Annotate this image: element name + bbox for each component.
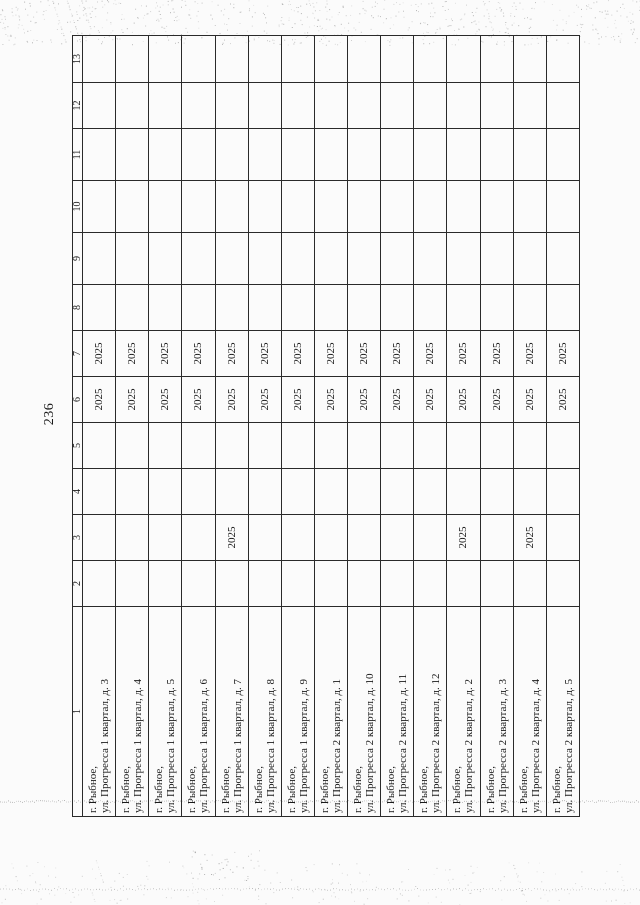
year-cell-col-11 — [149, 129, 182, 181]
year-cell-col-5 — [116, 423, 149, 469]
year-cell-col-11 — [513, 129, 546, 181]
year-cell-col-5 — [480, 423, 513, 469]
year-cell-col-4 — [116, 469, 149, 515]
year-cell-col-2 — [149, 561, 182, 607]
year-cell-col-12 — [546, 83, 579, 129]
year-cell-col-2 — [513, 561, 546, 607]
year-cell-col-13 — [83, 36, 116, 83]
year-cell-col-13 — [248, 36, 281, 83]
table-row — [116, 36, 149, 817]
year-cell-col-11 — [116, 129, 149, 181]
year-cell-col-5 — [314, 423, 347, 469]
year-cell-col-12 — [447, 83, 480, 129]
year-cell-col-9 — [149, 233, 182, 285]
street-text: ул. Прогресса 1 квартал, д. 7 — [231, 678, 244, 813]
year-cell-col-13 — [414, 36, 447, 83]
year-cell-col-13 — [546, 36, 579, 83]
year-cell-col-4 — [348, 469, 381, 515]
year-cell-col-2 — [447, 561, 480, 607]
table-row — [281, 36, 314, 817]
year-cell-col-7: 2025 — [480, 331, 513, 377]
column-number-3: 3 — [73, 515, 83, 561]
year-cell-col-3 — [348, 515, 381, 561]
year-cell-col-2 — [83, 561, 116, 607]
year-cell-col-9 — [414, 233, 447, 285]
city-text: г. Рыбное, — [285, 765, 298, 813]
year-cell-col-13 — [513, 36, 546, 83]
table-header — [73, 36, 83, 817]
year-cell-col-3 — [116, 515, 149, 561]
year-cell-col-6: 2025 — [149, 377, 182, 423]
street-text: ул. Прогресса 2 квартал, д. 2 — [463, 678, 476, 813]
year-cell-col-2 — [546, 561, 579, 607]
year-cell-col-8 — [182, 285, 215, 331]
year-cell-col-2 — [215, 561, 248, 607]
year-cell-col-10 — [215, 181, 248, 233]
year-cell-col-6: 2025 — [348, 377, 381, 423]
year-cell-col-5 — [348, 423, 381, 469]
year-cell-col-13 — [348, 36, 381, 83]
year-cell-col-10 — [281, 181, 314, 233]
street-text: ул. Прогресса 1 квартал, д. 8 — [264, 678, 277, 813]
year-cell-col-4 — [447, 469, 480, 515]
year-cell-col-10 — [381, 181, 414, 233]
address-cell — [480, 607, 513, 817]
address-cell — [314, 607, 347, 817]
year-cell-col-9 — [480, 233, 513, 285]
table-row — [83, 36, 116, 817]
year-cell-col-8 — [215, 285, 248, 331]
year-cell-col-11 — [314, 129, 347, 181]
year-cell-col-7: 2025 — [215, 331, 248, 377]
year-cell-col-9 — [83, 233, 116, 285]
city-text: г. Рыбное, — [219, 765, 232, 813]
year-cell-col-10 — [83, 181, 116, 233]
year-cell-col-7: 2025 — [381, 331, 414, 377]
address-cell — [348, 607, 381, 817]
year-cell-col-6: 2025 — [248, 377, 281, 423]
year-cell-col-5 — [447, 423, 480, 469]
year-cell-col-9 — [314, 233, 347, 285]
table-row — [381, 36, 414, 817]
year-cell-col-2 — [116, 561, 149, 607]
year-cell-col-10 — [513, 181, 546, 233]
city-text: г. Рыбное, — [550, 765, 563, 813]
year-cell-col-2 — [182, 561, 215, 607]
year-cell-col-13 — [182, 36, 215, 83]
year-cell-col-13 — [314, 36, 347, 83]
year-cell-col-11 — [83, 129, 116, 181]
column-number-9: 9 — [73, 233, 83, 285]
year-cell-col-3 — [248, 515, 281, 561]
year-cell-col-11 — [414, 129, 447, 181]
year-cell-col-11 — [215, 129, 248, 181]
year-cell-col-9 — [215, 233, 248, 285]
year-cell-col-6: 2025 — [513, 377, 546, 423]
year-cell-col-8 — [447, 285, 480, 331]
year-cell-col-8 — [149, 285, 182, 331]
year-cell-col-9 — [116, 233, 149, 285]
address-cell — [182, 607, 215, 817]
year-cell-col-12 — [414, 83, 447, 129]
address-cell — [447, 607, 480, 817]
year-cell-col-12 — [513, 83, 546, 129]
address-cell — [513, 607, 546, 817]
year-cell-col-8 — [83, 285, 116, 331]
year-cell-col-6: 2025 — [314, 377, 347, 423]
city-text: г. Рыбное, — [252, 765, 265, 813]
year-cell-col-4 — [480, 469, 513, 515]
year-cell-col-7: 2025 — [281, 331, 314, 377]
year-cell-col-3 — [182, 515, 215, 561]
year-cell-col-2 — [281, 561, 314, 607]
table-row — [248, 36, 281, 817]
year-cell-col-5 — [83, 423, 116, 469]
city-text: г. Рыбное, — [318, 765, 331, 813]
year-cell-col-7: 2025 — [414, 331, 447, 377]
year-cell-col-12 — [215, 83, 248, 129]
city-text: г. Рыбное, — [87, 765, 100, 813]
year-cell-col-11 — [248, 129, 281, 181]
table-row — [182, 36, 215, 817]
year-cell-col-8 — [546, 285, 579, 331]
column-number-row — [73, 36, 83, 817]
year-cell-col-8 — [414, 285, 447, 331]
street-text: ул. Прогресса 2 квартал, д. 3 — [496, 678, 509, 813]
year-cell-col-12 — [248, 83, 281, 129]
year-cell-col-10 — [348, 181, 381, 233]
year-cell-col-3: 2025 — [513, 515, 546, 561]
year-cell-col-13 — [215, 36, 248, 83]
table-row — [215, 36, 248, 817]
street-text: ул. Прогресса 2 квартал, д. 12 — [430, 673, 443, 813]
column-number-6: 6 — [73, 377, 83, 423]
year-cell-col-4 — [314, 469, 347, 515]
year-cell-col-10 — [116, 181, 149, 233]
address-cell — [281, 607, 314, 817]
year-cell-col-4 — [281, 469, 314, 515]
year-cell-col-3 — [546, 515, 579, 561]
address-cell — [83, 607, 116, 817]
year-cell-col-6: 2025 — [182, 377, 215, 423]
year-cell-col-8 — [381, 285, 414, 331]
street-text: ул. Прогресса 2 квартал, д. 10 — [364, 673, 377, 813]
year-cell-col-4 — [414, 469, 447, 515]
table-row — [414, 36, 447, 817]
year-cell-col-12 — [281, 83, 314, 129]
year-cell-col-7: 2025 — [546, 331, 579, 377]
year-cell-col-9 — [348, 233, 381, 285]
table-row — [314, 36, 347, 817]
year-cell-col-4 — [248, 469, 281, 515]
year-cell-col-5 — [281, 423, 314, 469]
year-cell-col-3 — [414, 515, 447, 561]
year-cell-col-5 — [414, 423, 447, 469]
year-cell-col-2 — [381, 561, 414, 607]
year-cell-col-4 — [546, 469, 579, 515]
year-cell-col-10 — [546, 181, 579, 233]
year-cell-col-12 — [116, 83, 149, 129]
address-cell — [414, 607, 447, 817]
year-cell-col-7: 2025 — [447, 331, 480, 377]
column-number-2: 2 — [73, 561, 83, 607]
year-cell-col-7: 2025 — [83, 331, 116, 377]
year-cell-col-12 — [83, 83, 116, 129]
year-cell-col-7: 2025 — [248, 331, 281, 377]
year-cell-col-6: 2025 — [215, 377, 248, 423]
year-cell-col-11 — [348, 129, 381, 181]
address-cell — [149, 607, 182, 817]
address-cell — [248, 607, 281, 817]
year-cell-col-12 — [381, 83, 414, 129]
column-number-12: 12 — [73, 83, 83, 129]
street-text: ул. Прогресса 1 квартал, д. 9 — [297, 678, 310, 813]
year-cell-col-4 — [381, 469, 414, 515]
column-number-11: 11 — [73, 129, 83, 181]
year-cell-col-3 — [281, 515, 314, 561]
street-text: ул. Прогресса 2 квартал, д. 1 — [330, 678, 343, 813]
year-cell-col-12 — [149, 83, 182, 129]
year-cell-col-4 — [83, 469, 116, 515]
year-cell-col-2 — [348, 561, 381, 607]
year-cell-col-9 — [281, 233, 314, 285]
year-cell-col-6: 2025 — [546, 377, 579, 423]
address-cell — [215, 607, 248, 817]
schedule-table — [72, 35, 580, 817]
year-cell-col-2 — [414, 561, 447, 607]
year-cell-col-3 — [149, 515, 182, 561]
city-text: г. Рыбное, — [418, 765, 431, 813]
table-row — [149, 36, 182, 817]
year-cell-col-4 — [215, 469, 248, 515]
year-cell-col-6: 2025 — [381, 377, 414, 423]
year-cell-col-6: 2025 — [414, 377, 447, 423]
year-cell-col-6: 2025 — [116, 377, 149, 423]
table-row — [348, 36, 381, 817]
year-cell-col-9 — [182, 233, 215, 285]
street-text: ул. Прогресса 2 квартал, д. 11 — [397, 673, 410, 813]
address-cell — [546, 607, 579, 817]
year-cell-col-6: 2025 — [480, 377, 513, 423]
year-cell-col-3: 2025 — [215, 515, 248, 561]
year-cell-col-3 — [314, 515, 347, 561]
year-cell-col-10 — [149, 181, 182, 233]
year-cell-col-5 — [215, 423, 248, 469]
year-cell-col-5 — [513, 423, 546, 469]
year-cell-col-8 — [116, 285, 149, 331]
year-cell-col-6: 2025 — [281, 377, 314, 423]
year-cell-col-4 — [182, 469, 215, 515]
year-cell-col-5 — [182, 423, 215, 469]
year-cell-col-9 — [381, 233, 414, 285]
year-cell-col-10 — [447, 181, 480, 233]
year-cell-col-11 — [546, 129, 579, 181]
column-number-4: 4 — [73, 469, 83, 515]
column-number-8: 8 — [73, 285, 83, 331]
year-cell-col-7: 2025 — [116, 331, 149, 377]
street-text: ул. Прогресса 2 квартал, д. 5 — [562, 678, 575, 813]
year-cell-col-12 — [314, 83, 347, 129]
year-cell-col-3 — [480, 515, 513, 561]
year-cell-col-7: 2025 — [149, 331, 182, 377]
city-text: г. Рыбное, — [186, 765, 199, 813]
street-text: ул. Прогресса 1 квартал, д. 6 — [198, 678, 211, 813]
table-row — [513, 36, 546, 817]
address-cell — [381, 607, 414, 817]
rotated-table-container — [72, 36, 580, 817]
table-row — [546, 36, 579, 817]
year-cell-col-5 — [149, 423, 182, 469]
year-cell-col-13 — [116, 36, 149, 83]
year-cell-col-13 — [149, 36, 182, 83]
street-text: ул. Прогресса 2 квартал, д. 4 — [529, 678, 542, 813]
column-number-5: 5 — [73, 423, 83, 469]
city-text: г. Рыбное, — [153, 765, 166, 813]
year-cell-col-11 — [447, 129, 480, 181]
year-cell-col-12 — [182, 83, 215, 129]
city-text: г. Рыбное, — [451, 765, 464, 813]
year-cell-col-13 — [480, 36, 513, 83]
year-cell-col-13 — [281, 36, 314, 83]
year-cell-col-8 — [248, 285, 281, 331]
year-cell-col-4 — [513, 469, 546, 515]
city-text: г. Рыбное, — [517, 765, 530, 813]
year-cell-col-12 — [348, 83, 381, 129]
year-cell-col-13 — [447, 36, 480, 83]
year-cell-col-2 — [248, 561, 281, 607]
street-text: ул. Прогресса 1 квартал, д. 3 — [99, 678, 112, 813]
year-cell-col-9 — [513, 233, 546, 285]
year-cell-col-13 — [381, 36, 414, 83]
year-cell-col-7: 2025 — [314, 331, 347, 377]
column-number-13: 13 — [73, 36, 83, 83]
year-cell-col-8 — [281, 285, 314, 331]
year-cell-col-5 — [248, 423, 281, 469]
year-cell-col-9 — [248, 233, 281, 285]
street-text: ул. Прогресса 1 квартал, д. 4 — [132, 678, 145, 813]
table-row — [480, 36, 513, 817]
city-text: г. Рыбное, — [352, 765, 365, 813]
year-cell-col-10 — [414, 181, 447, 233]
year-cell-col-6: 2025 — [83, 377, 116, 423]
year-cell-col-8 — [513, 285, 546, 331]
year-cell-col-5 — [381, 423, 414, 469]
table-body — [83, 36, 580, 817]
year-cell-col-11 — [281, 129, 314, 181]
year-cell-col-7: 2025 — [182, 331, 215, 377]
page-number: 236 — [42, 402, 57, 426]
year-cell-col-7: 2025 — [513, 331, 546, 377]
year-cell-col-7: 2025 — [348, 331, 381, 377]
year-cell-col-3 — [83, 515, 116, 561]
year-cell-col-3: 2025 — [447, 515, 480, 561]
year-cell-col-9 — [447, 233, 480, 285]
city-text: г. Рыбное, — [484, 765, 497, 813]
year-cell-col-9 — [546, 233, 579, 285]
year-cell-col-10 — [182, 181, 215, 233]
year-cell-col-4 — [149, 469, 182, 515]
year-cell-col-8 — [480, 285, 513, 331]
year-cell-col-11 — [381, 129, 414, 181]
year-cell-col-2 — [314, 561, 347, 607]
year-cell-col-12 — [480, 83, 513, 129]
column-number-1: 1 — [73, 607, 83, 817]
year-cell-col-10 — [314, 181, 347, 233]
table-row — [447, 36, 480, 817]
column-number-7: 7 — [73, 331, 83, 377]
column-number-10: 10 — [73, 181, 83, 233]
year-cell-col-2 — [480, 561, 513, 607]
city-text: г. Рыбное, — [385, 765, 398, 813]
year-cell-col-8 — [314, 285, 347, 331]
street-text: ул. Прогресса 1 квартал, д. 5 — [165, 678, 178, 813]
year-cell-col-6: 2025 — [447, 377, 480, 423]
year-cell-col-5 — [546, 423, 579, 469]
year-cell-col-3 — [381, 515, 414, 561]
city-text: г. Рыбное, — [120, 765, 133, 813]
year-cell-col-10 — [480, 181, 513, 233]
address-cell — [116, 607, 149, 817]
year-cell-col-8 — [348, 285, 381, 331]
year-cell-col-11 — [480, 129, 513, 181]
year-cell-col-10 — [248, 181, 281, 233]
year-cell-col-11 — [182, 129, 215, 181]
